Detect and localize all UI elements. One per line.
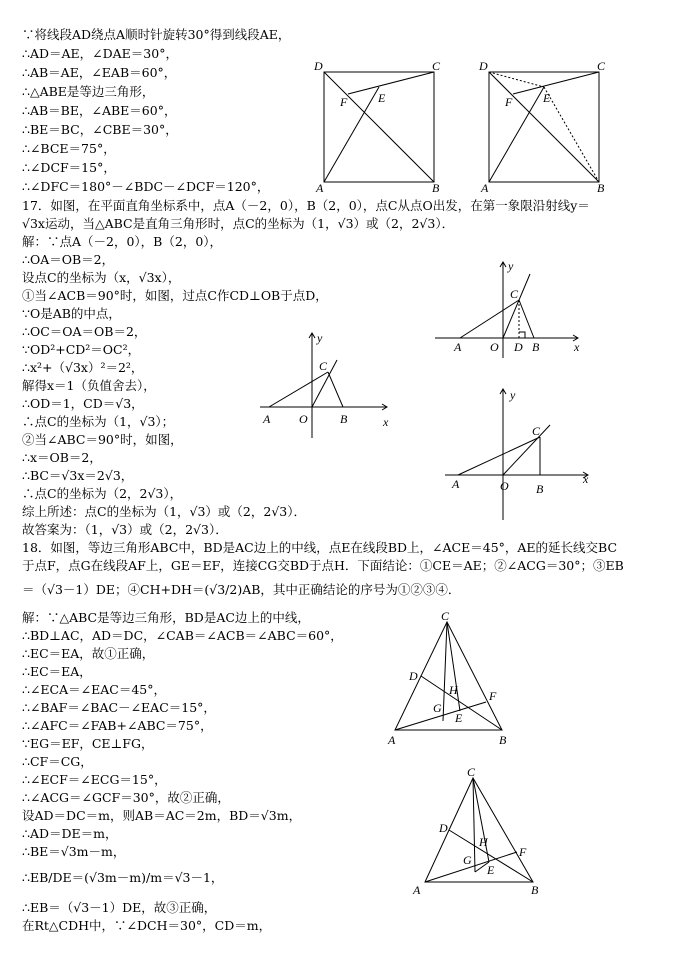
label-O: O (500, 479, 509, 493)
label-F: F (489, 689, 497, 703)
label-C: C (432, 59, 441, 73)
p18-line-13: ∴AD＝DE＝m， (22, 826, 118, 841)
label-B: B (597, 181, 605, 195)
label-C: C (467, 765, 476, 779)
p17-line-17: 故答案为：（1，√3）或（2，2√3）． (22, 522, 228, 537)
p17-line-10: ∴OD＝1，CD＝√3， (22, 396, 144, 411)
label-C: C (597, 59, 606, 73)
p16-line-3: ∴AB＝AE，∠EAB＝60°， (22, 65, 177, 80)
label-B: B (340, 412, 348, 426)
label-A: A (388, 733, 396, 747)
p17-line-2: ∴OA＝OB＝2， (22, 252, 115, 267)
p18-statement-1: 18．如图，等边三角形ABC中，BD是AC边上的中线，点E在线段BD上，∠ACE＝45°，AE的延长线交BC (22, 540, 618, 555)
p17-line-11: ∴点C的坐标为（1，√3）； (22, 414, 175, 429)
label-A: A (452, 477, 460, 491)
label-B: B (536, 482, 544, 496)
label-C: C (441, 609, 450, 623)
p18-line-4: ∴EC＝EA， (22, 664, 92, 679)
label-E: E (455, 711, 463, 725)
p18-line-16: ∴EB＝（√3－1）DE，故③正确， (22, 900, 217, 915)
p17-line-16: 综上所述：点C的坐标为（1，√3）或（2，2√3）． (22, 504, 307, 519)
p16-line-5: ∴AB＝BE，∠ABE＝60°， (22, 103, 177, 118)
p17-line-8: ∴x²+（√3x）²＝2²， (22, 360, 144, 375)
label-O: O (299, 412, 308, 426)
p18-line-12: 设AD＝DC＝m，则AB＝AC＝2m，BD＝√3m， (22, 808, 302, 823)
label-D: D (439, 821, 448, 835)
label-C: C (532, 424, 541, 438)
p17-line-14: ∴BC＝√3x＝2√3， (22, 468, 134, 483)
p18-line-1: 解：∵△ABC是等边三角形，BD是AC边上的中线， (22, 610, 310, 625)
p17-line-3: 设点C的坐标为（x，√3x）， (22, 270, 181, 285)
label-D: D (479, 59, 488, 73)
label-E: E (543, 91, 551, 105)
label-H: H (449, 683, 458, 697)
p18-line-11: ∴∠ACG＝∠GCF＝30°，故②正确， (22, 790, 230, 805)
p17-line-7: ∵OD²+CD²＝OC²， (22, 342, 141, 357)
label-y: y (508, 259, 514, 273)
label-y: y (317, 331, 323, 345)
label-O: O (490, 340, 499, 354)
p18-figure-bottom (405, 765, 550, 898)
p17-line-15: ∴点C的坐标为（2，2√3）， (22, 486, 183, 501)
p16-figure-left (310, 58, 450, 198)
label-G: G (463, 853, 472, 867)
p18-line-6: ∴∠BAF＝∠BAC－∠EAC＝15°， (22, 700, 216, 715)
p18-line-17: 在Rt△CDH中，∵∠DCH＝30°，CD＝m， (22, 918, 272, 933)
label-F: F (340, 95, 348, 109)
label-B: B (532, 340, 540, 354)
p18-statement-2: 于点F，点G在线段AF上，GE＝EF，连接CG交BD于点H．下面结论：①CE＝AE；②∠ACG＝30°；③EB (22, 558, 624, 573)
label-D: D (409, 669, 418, 683)
p16-line-1: ∵将线段AD绕点A顺时针旋转30°得到线段AE， (22, 27, 291, 42)
p16-line-4: ∴△ABE是等边三角形， (22, 84, 155, 99)
p18-line-9: ∴CF＝CG， (22, 754, 93, 769)
p16-line-8: ∴∠DCF＝15°， (22, 160, 116, 175)
p18-figure-top (385, 609, 520, 752)
p16-line-9: ∴∠DFC＝180°－∠BDC－∠DCF＝120°， (22, 179, 270, 194)
p17-line-6: ∴OC＝OA＝OB＝2， (22, 324, 147, 339)
p17-line-4: ①当∠ACB＝90°时，如图，过点C作CD⊥OB于点D， (22, 288, 328, 303)
p16-line-2: ∴AD＝AE，∠DAE＝30°， (22, 46, 178, 61)
p18-line-10: ∴∠ECF＝∠ECG＝15°， (22, 772, 167, 787)
label-D: D (314, 59, 323, 73)
p18-line-2: ∴BD⊥AC，AD＝DC，∠CAB＝∠ACB＝∠ABC＝60°， (22, 628, 343, 643)
p18-line-14: ∴BE＝√3m－m， (22, 844, 126, 859)
p18-line-3: ∴EC＝EA，故①正确， (22, 646, 155, 661)
p17-line-12: ②当∠ABC＝90°时，如图， (22, 432, 183, 447)
label-y: y (510, 388, 516, 402)
p16-line-7: ∴∠BCE＝75°， (22, 141, 116, 156)
p17-statement-2: √3x运动，当△ABC是直角三角形时，点C的坐标为（1，√3）或（2，2√3）． (22, 216, 455, 231)
label-E: E (487, 863, 495, 877)
label-B: B (531, 883, 539, 897)
label-A: A (316, 181, 324, 195)
p16-figure-right (475, 58, 615, 198)
label-A: A (413, 883, 421, 897)
p17-statement-1: 17．如图，在平面直角坐标系中，点A（－2，0），B（2，0），点C从点O出发，在第一象限沿射线y＝ (22, 198, 590, 213)
label-x: x (583, 472, 589, 486)
p17-line-9: 解得x＝1（负值舍去）， (22, 378, 156, 393)
p17-figure-top (430, 258, 600, 363)
p17-line-1: 解：∵点A（－2，0），B（2，0）， (22, 234, 223, 249)
label-x: x (574, 340, 580, 354)
label-H: H (479, 835, 488, 849)
p17-figure-bottom (440, 385, 600, 525)
label-F: F (505, 95, 513, 109)
label-x: x (383, 415, 389, 429)
p18-line-15: ∴EB/DE＝(√3m－m)/m＝√3－1， (22, 870, 224, 885)
p18-line-5: ∴∠ECA＝∠EAC＝45°， (22, 682, 166, 697)
label-G: G (433, 701, 442, 715)
label-D: D (514, 340, 523, 354)
p18-statement-3: ＝（√3－1）DE；④CH+DH＝(√3/2)AB，其中正确结论的序号为①②③④． (22, 582, 461, 597)
label-C: C (319, 359, 328, 373)
label-A: A (481, 181, 489, 195)
label-B: B (432, 181, 440, 195)
p16-line-6: ∴BE＝BC，∠CBE＝30°， (22, 122, 178, 137)
p17-line-5: ∵O是AB的中点， (22, 306, 121, 321)
label-E: E (378, 91, 386, 105)
p17-line-13: ∴x＝OB＝2， (22, 450, 102, 465)
p18-line-7: ∴∠AFC＝∠FAB+∠ABC＝75°， (22, 718, 213, 733)
label-A: A (263, 412, 271, 426)
p18-line-8: ∵EG＝EF，CE⊥FG， (22, 736, 154, 751)
p17-figure-middle (255, 330, 395, 445)
label-A: A (454, 340, 462, 354)
label-F: F (519, 845, 527, 859)
label-C: C (510, 287, 519, 301)
label-B: B (499, 733, 507, 747)
